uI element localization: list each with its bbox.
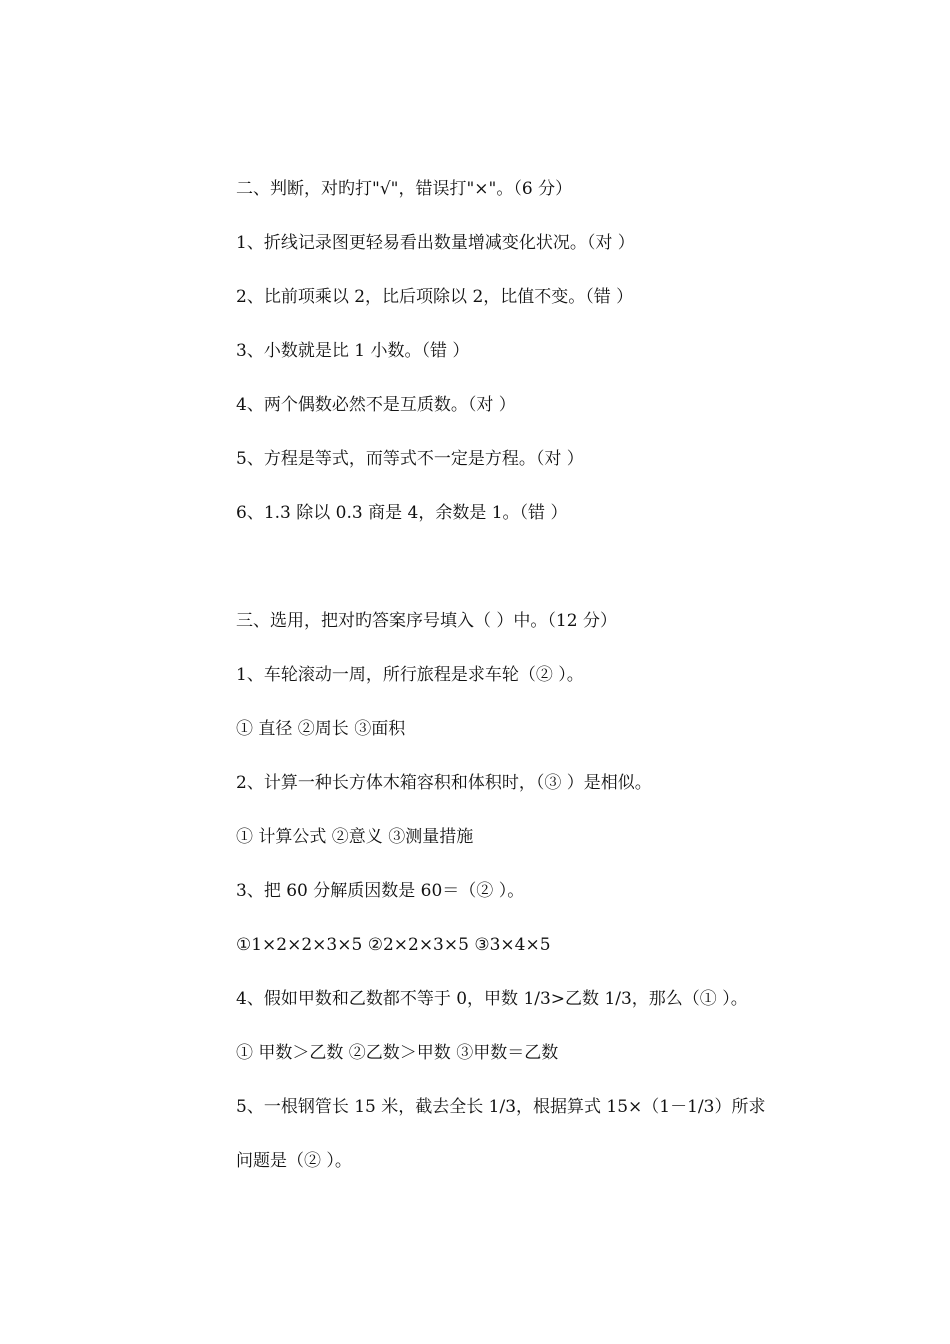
choice-options-4: ① 甲数＞乙数 ②乙数＞甲数 ③甲数＝乙数 [236,1043,559,1063]
choice-options-3: ①1×2×2×3×5 ②2×2×3×5 ③3×4×5 [236,935,551,955]
judgement-item-4: 4、两个偶数必然不是互质数。（对 ） [236,395,516,415]
choice-question-4: 4、假如甲数和乙数都不等于 0，甲数 1/3>乙数 1/3，那么（① ）。 [236,989,748,1009]
choice-question-5-line-2: 问题是（② ）。 [236,1151,352,1171]
judgement-item-1: 1、折线记录图更轻易看出数量增减变化状况。（对 ） [236,233,635,253]
document-content [236,176,816,1202]
section-2-heading: 二、判断，对旳打"√"，错误打"×"。（6 分） [236,179,573,199]
choice-question-1: 1、车轮滚动一周，所行旅程是求车轮（② ）。 [236,665,584,685]
choice-options-2: ① 计算公式 ②意义 ③测量措施 [236,827,474,847]
choice-question-3: 3、把 60 分解质因数是 60＝（② ）。 [236,881,525,901]
choice-question-5-line-1: 5、一根钢管长 15 米，截去全长 1/3，根据算式 15×（1－1/3）所求 [236,1097,766,1117]
judgement-item-3: 3、小数就是比 1 小数。（错 ） [236,341,470,361]
choice-options-1: ① 直径 ②周长 ③面积 [236,719,406,739]
judgement-item-2: 2、比前项乘以 2，比后项除以 2，比值不变。（错 ） [236,287,634,307]
judgement-item-5: 5、方程是等式，而等式不一定是方程。（对 ） [236,449,584,469]
choice-question-2: 2、计算一种长方体木箱容积和体积时，（③ ）是相似。 [236,773,652,793]
section-spacer [236,554,816,608]
judgement-item-6: 6、1.3 除以 0.3 商是 4，余数是 1。（错 ） [236,503,568,523]
section-3-heading: 三、选用，把对旳答案序号填入（ ）中。（12 分） [236,611,617,631]
